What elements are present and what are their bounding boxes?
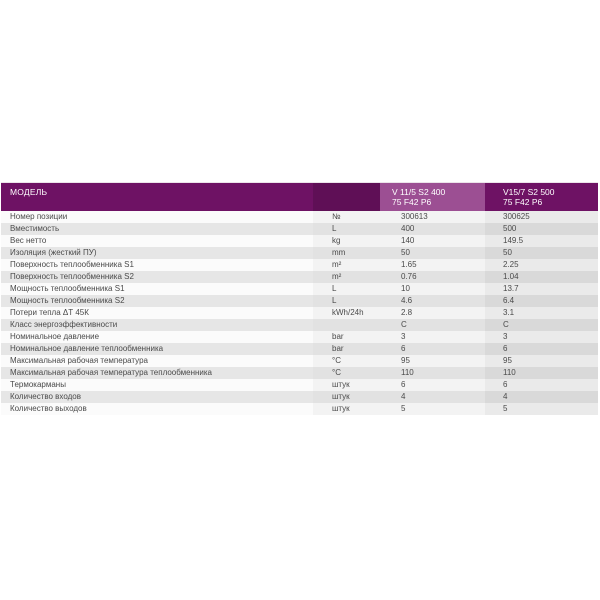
value-cell-model-1: 5 xyxy=(380,403,485,415)
unit-cell: L xyxy=(313,223,380,235)
value-cell-model-2: 6 xyxy=(485,379,598,391)
header-model-1 xyxy=(380,183,485,211)
model-2-variant: 75 F42 P6 xyxy=(503,196,543,207)
table-row xyxy=(1,331,598,343)
unit-cell: L xyxy=(313,283,380,295)
table-row xyxy=(1,379,598,391)
param-name-cell: Потери тепла ΔТ 45К xyxy=(1,307,313,319)
value-cell-model-2: 3.1 xyxy=(485,307,598,319)
param-name-cell: Максимальная рабочая температура теплообменника xyxy=(1,367,313,379)
value-cell-model-2: 6 xyxy=(485,343,598,355)
value-cell-model-1: C xyxy=(380,319,485,331)
table-row xyxy=(1,223,598,235)
value-cell-model-2: 2.25 xyxy=(485,259,598,271)
value-cell-model-2: 300625 xyxy=(485,211,598,223)
header-unit-spacer xyxy=(313,183,380,211)
param-name-cell: Мощность теплообменника S1 xyxy=(1,283,313,295)
unit-cell: bar xyxy=(313,343,380,355)
table-row xyxy=(1,343,598,355)
param-name-cell: Количество выходов xyxy=(1,403,313,415)
param-name-cell: Номер позиции xyxy=(1,211,313,223)
param-name-cell: Поверхность теплообменника S1 xyxy=(1,259,313,271)
value-cell-model-2: 50 xyxy=(485,247,598,259)
table-row xyxy=(1,319,598,331)
header-model-label: МОДЕЛЬ xyxy=(1,183,313,211)
model-2-name: V15/7 S2 500 xyxy=(503,187,555,197)
table-row xyxy=(1,259,598,271)
unit-cell: m² xyxy=(313,259,380,271)
unit-cell: m² xyxy=(313,271,380,283)
param-name-cell: Максимальная рабочая температура xyxy=(1,355,313,367)
unit-cell: штук xyxy=(313,379,380,391)
model-1-name: V 11/5 S2 400 xyxy=(392,187,446,197)
param-name-cell: Поверхность теплообменника S2 xyxy=(1,271,313,283)
value-cell-model-2: 6.4 xyxy=(485,295,598,307)
value-cell-model-2: 5 xyxy=(485,403,598,415)
value-cell-model-2: 4 xyxy=(485,391,598,403)
table-row xyxy=(1,211,598,223)
unit-cell: L xyxy=(313,295,380,307)
value-cell-model-1: 0.76 xyxy=(380,271,485,283)
model-1-variant: 75 F42 P6 xyxy=(392,196,432,207)
value-cell-model-1: 6 xyxy=(380,379,485,391)
table-row xyxy=(1,295,598,307)
value-cell-model-2: C xyxy=(485,319,598,331)
unit-cell: № xyxy=(313,211,380,223)
table-body xyxy=(1,211,598,415)
param-name-cell: Количество входов xyxy=(1,391,313,403)
value-cell-model-2: 149.5 xyxy=(485,235,598,247)
unit-cell: mm xyxy=(313,247,380,259)
table-row xyxy=(1,391,598,403)
param-name-cell: Номинальное давление xyxy=(1,331,313,343)
table-row xyxy=(1,355,598,367)
table-row xyxy=(1,283,598,295)
table-row xyxy=(1,247,598,259)
value-cell-model-1: 4 xyxy=(380,391,485,403)
value-cell-model-1: 10 xyxy=(380,283,485,295)
value-cell-model-1: 1.65 xyxy=(380,259,485,271)
value-cell-model-1: 110 xyxy=(380,367,485,379)
unit-cell xyxy=(313,319,380,331)
unit-cell: штук xyxy=(313,403,380,415)
value-cell-model-1: 3 xyxy=(380,331,485,343)
table-row xyxy=(1,271,598,283)
value-cell-model-1: 6 xyxy=(380,343,485,355)
value-cell-model-2: 1.04 xyxy=(485,271,598,283)
unit-cell: °C xyxy=(313,355,380,367)
value-cell-model-2: 13.7 xyxy=(485,283,598,295)
unit-cell: °C xyxy=(313,367,380,379)
unit-cell: bar xyxy=(313,331,380,343)
unit-cell: штук xyxy=(313,391,380,403)
value-cell-model-1: 50 xyxy=(380,247,485,259)
spec-table xyxy=(1,182,598,415)
value-cell-model-1: 2.8 xyxy=(380,307,485,319)
value-cell-model-2: 95 xyxy=(485,355,598,367)
unit-cell: kWh/24h xyxy=(313,307,380,319)
param-name-cell: Номинальное давление теплообменника xyxy=(1,343,313,355)
unit-cell: kg xyxy=(313,235,380,247)
param-name-cell: Класс энергоэффективности xyxy=(1,319,313,331)
table-header xyxy=(1,183,598,211)
param-name-cell: Вес нетто xyxy=(1,235,313,247)
table-row xyxy=(1,367,598,379)
param-name-cell: Термокарманы xyxy=(1,379,313,391)
value-cell-model-2: 110 xyxy=(485,367,598,379)
value-cell-model-1: 400 xyxy=(380,223,485,235)
table-row xyxy=(1,403,598,415)
value-cell-model-2: 500 xyxy=(485,223,598,235)
value-cell-model-1: 140 xyxy=(380,235,485,247)
value-cell-model-1: 300613 xyxy=(380,211,485,223)
header-model-2 xyxy=(485,183,598,211)
param-name-cell: Изоляция (жесткий ПУ) xyxy=(1,247,313,259)
param-name-cell: Вместимость xyxy=(1,223,313,235)
table-row xyxy=(1,235,598,247)
value-cell-model-1: 95 xyxy=(380,355,485,367)
param-name-cell: Мощность теплообменника S2 xyxy=(1,295,313,307)
value-cell-model-2: 3 xyxy=(485,331,598,343)
value-cell-model-1: 4.6 xyxy=(380,295,485,307)
table-row xyxy=(1,307,598,319)
